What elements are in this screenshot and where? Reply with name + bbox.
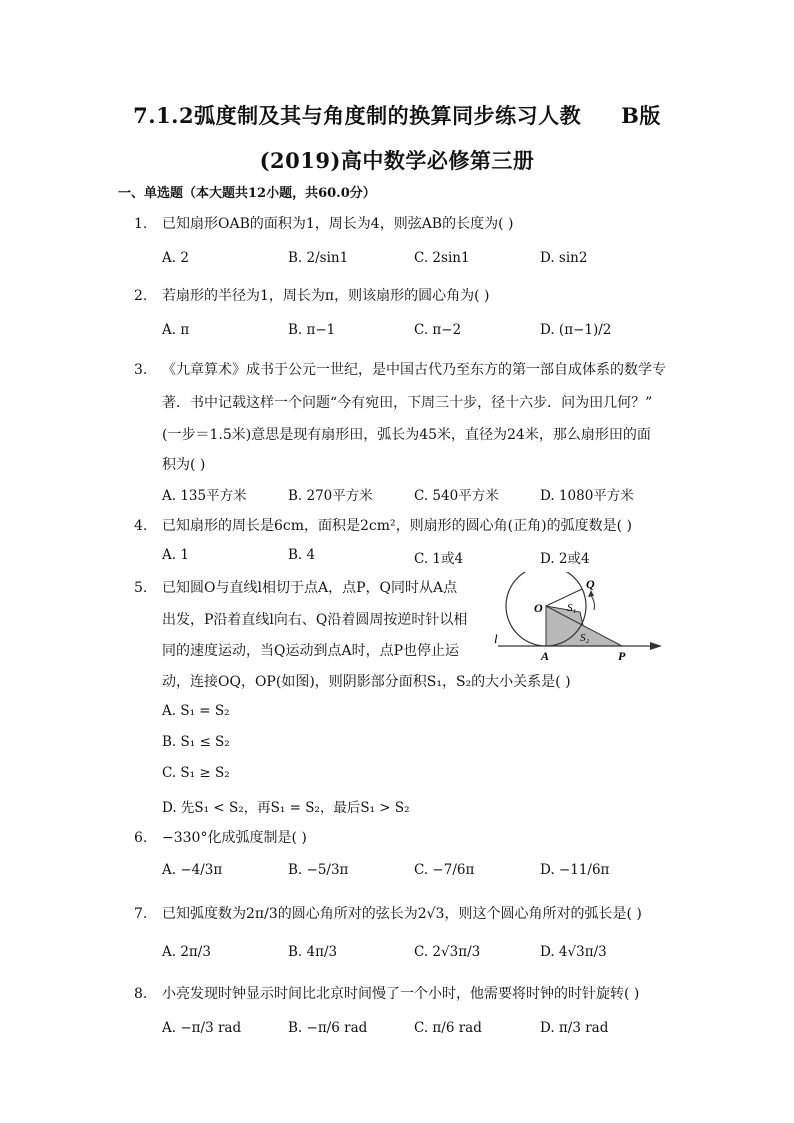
question-4-options <box>162 547 642 569</box>
question-number: 4. <box>134 518 148 534</box>
question-stem: 已知扇形的周长是6cm，面积是2cm²，则扇形的圆心角(正角)的弧度数是( ) <box>162 518 632 534</box>
question-stem: 已知扇形OAB的面积为1，周长为4，则弦AB的长度为( ) <box>162 216 514 232</box>
question-6-options <box>162 862 642 884</box>
label-p: P <box>618 649 626 663</box>
option-d: D. 2或4 <box>540 551 590 567</box>
option-a: A. 2 <box>162 250 189 266</box>
label-s2: S₂ <box>580 632 590 644</box>
question-stem: 小亮发现时钟显示时间比北京时间慢了一个小时，他需要将时钟的时针旋转( ) <box>162 986 640 1002</box>
label-l: l <box>494 631 498 646</box>
option-a: A. 1 <box>162 547 189 563</box>
label-o: O <box>534 601 543 615</box>
label-q: Q <box>586 577 595 591</box>
label-s1: S₁ <box>567 602 577 614</box>
question-stem: 已知弧度数为2π/3的圆心角所对的弦长为2√3，则这个圆心角所对的弧长是( ) <box>162 906 642 922</box>
question-number: 1. <box>134 216 148 232</box>
question-3-line-4: 积为( ) <box>162 457 206 473</box>
option-a: A. 2π/3 <box>162 944 211 960</box>
option-a: A. −π/3 rad <box>162 1020 242 1036</box>
option-c: C. S₁ ≥ S₂ <box>162 765 230 781</box>
option-d: D. 1080平方米 <box>540 488 634 504</box>
question-1-options <box>162 250 642 272</box>
option-b: B. 4π/3 <box>288 944 338 960</box>
question-3-line-2: 著．书中记载这样一个问题“今有宛田，下周三十步，径十六步．问为田几何？” <box>162 395 653 411</box>
question-stem: 已知圆O与直线l相切于点A，点P，Q同时从A点 <box>162 580 458 596</box>
option-b: B. S₁ ≤ S₂ <box>162 734 230 750</box>
option-d: D. 先S₁ < S₂，再S₁ = S₂，最后S₁ > S₂ <box>162 800 410 816</box>
question-8-options <box>162 1020 642 1042</box>
question-stem: 《九章算术》成书于公元一世纪，是中国古代乃至东方的第一部自成体系的数学专 <box>162 362 666 378</box>
document-title-line1 <box>0 100 794 130</box>
option-c: C. 2√3π/3 <box>414 944 481 960</box>
option-a: A. S₁ = S₂ <box>162 703 230 719</box>
option-c: C. −7/6π <box>414 862 475 878</box>
question-5-line-4: 动，连接OQ，OP(如图)，则阴影部分面积S₁，S₂的大小关系是( ) <box>162 674 571 690</box>
option-d: D. (π−1)/2 <box>540 322 612 338</box>
question-number: 5. <box>134 580 148 596</box>
option-c: C. π−2 <box>414 322 462 338</box>
arrow-right-icon <box>650 642 662 650</box>
option-c: C. 1或4 <box>414 551 464 567</box>
question-5-line-3: 同的速度运动，当Q运动到点A时，点P也停止运 <box>162 643 460 659</box>
option-c: C. 540平方米 <box>414 488 499 504</box>
question-5-figure <box>490 572 670 668</box>
rotation-arrowhead-icon <box>588 590 594 597</box>
label-a: A <box>541 649 550 663</box>
option-a: A. 135平方米 <box>162 488 247 504</box>
document-title-line2: (2019)高中数学必修第三册 <box>259 148 535 173</box>
option-c: C. π/6 rad <box>414 1020 482 1036</box>
question-3-options <box>162 484 642 506</box>
section-heading: 一、单选题（本大题共12小题，共60.0分） <box>118 186 376 201</box>
question-stem: 若扇形的半径为1，周长为π，则该扇形的圆心角为( ) <box>162 288 490 304</box>
option-d: D. π/3 rad <box>540 1020 609 1036</box>
option-d: D. sin2 <box>540 250 588 266</box>
option-b: B. 2/sin1 <box>288 250 349 266</box>
option-b: B. π−1 <box>288 322 336 338</box>
title-text: 7.1.2弧度制及其与角度制的换算同步练习人教 <box>133 103 582 128</box>
option-a: A. π <box>162 322 190 338</box>
question-5-line-2: 出发，P沿着直线l向右、Q沿着圆周按逆时针以相 <box>162 612 468 628</box>
question-number: 6. <box>134 830 148 846</box>
option-d: D. 4√3π/3 <box>540 944 607 960</box>
title-text-b: B版 <box>621 103 661 128</box>
option-c: C. 2sin1 <box>414 250 470 266</box>
option-b: B. −π/6 rad <box>288 1020 368 1036</box>
question-3-line-3: (一步＝1.5米)意思是现有扇形田，弧长为45米，直径为24米，那么扇形田的面 <box>162 427 651 443</box>
option-a: A. −4/3π <box>162 862 223 878</box>
option-b: B. 270平方米 <box>288 488 373 504</box>
option-b: B. −5/3π <box>288 862 349 878</box>
option-d: D. −11/6π <box>540 862 610 878</box>
question-number: 2. <box>134 288 148 304</box>
question-7-options <box>162 944 642 966</box>
question-stem: −330°化成弧度制是( ) <box>162 830 307 846</box>
question-number: 3. <box>134 362 148 378</box>
option-b: B. 4 <box>288 547 316 563</box>
segment-oq <box>546 589 582 606</box>
question-2-options <box>162 322 642 344</box>
question-number: 8. <box>134 986 148 1002</box>
question-number: 7. <box>134 906 148 922</box>
